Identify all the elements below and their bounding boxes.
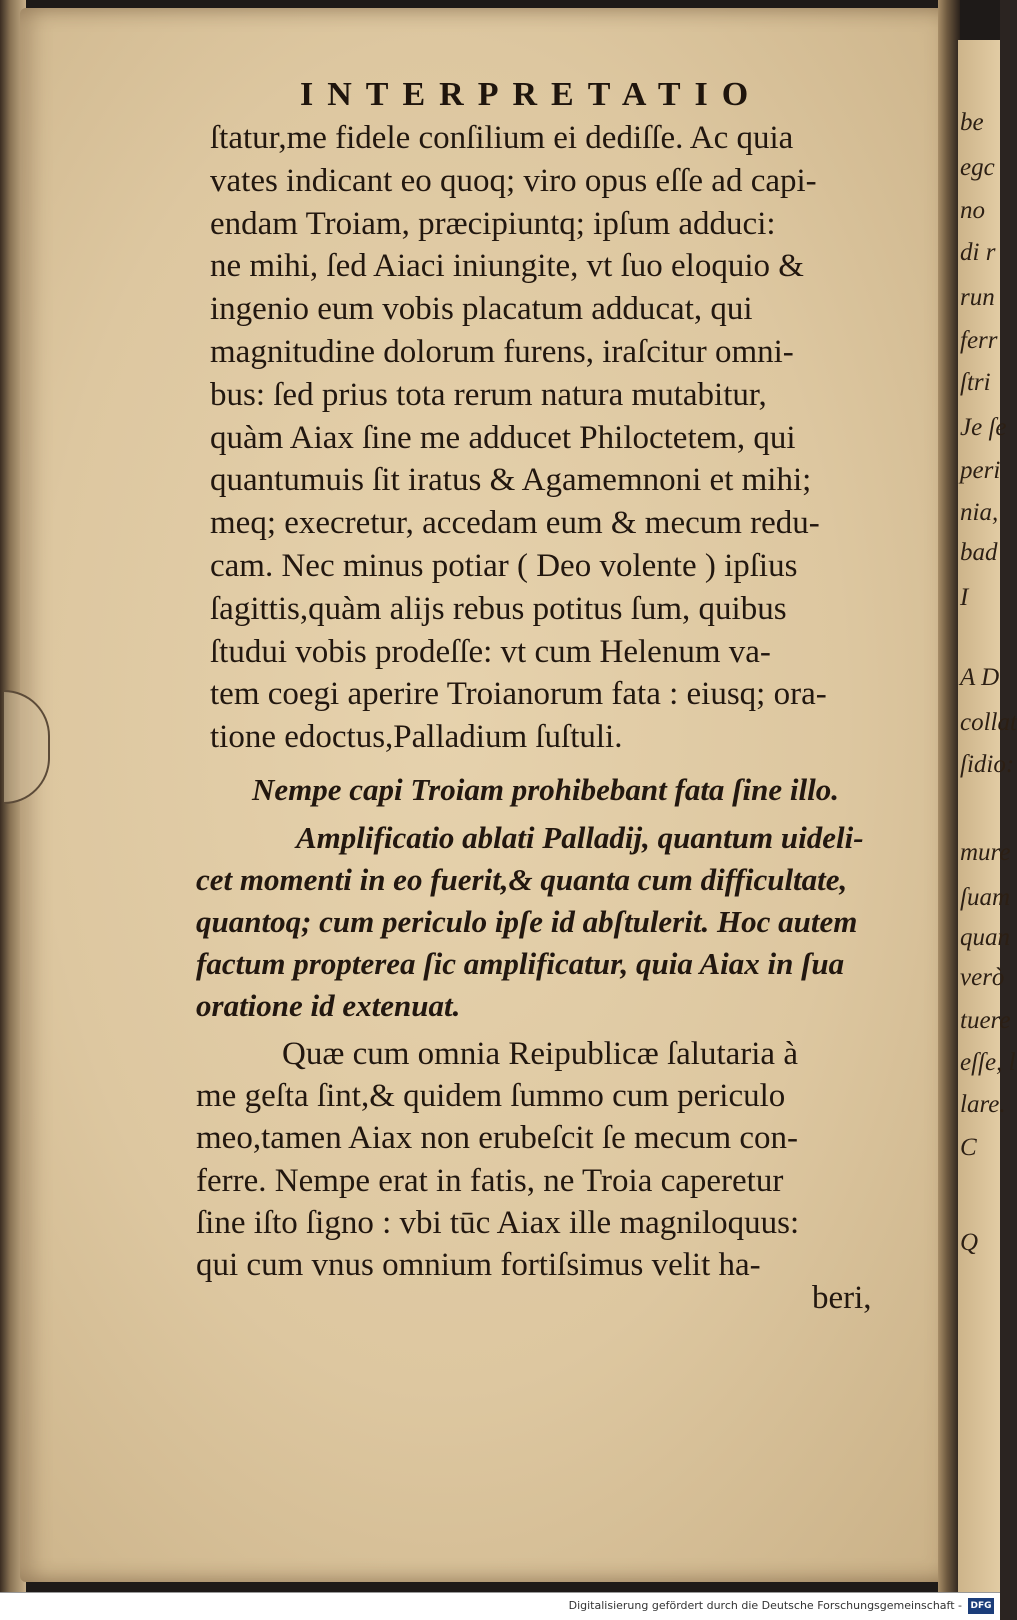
text-line: magnitudine dolorum furens, iraſcitur omni- <box>210 334 794 370</box>
facing-page-fragment: egc <box>960 154 995 181</box>
text-line: quantoq; cum periculo ipſe id abſtulerit. Hoc autem <box>196 904 858 939</box>
text-line: me geſta ſint,& quidem ſummo cum periculo <box>196 1078 786 1115</box>
facing-page-fragment: lare. <box>960 1091 1006 1118</box>
facing-page-fragment: I <box>960 584 969 611</box>
facing-page-fragment: nia, <box>960 499 999 526</box>
catchword: beri, <box>812 1280 872 1316</box>
dfg-logo: DFG <box>968 1598 994 1614</box>
page-gutter <box>938 0 960 1592</box>
text-line: meo,tamen Aiax non erubeſcit ſe mecum con- <box>196 1120 799 1157</box>
facing-page <box>958 40 1017 1592</box>
facing-page-fragment: C <box>960 1134 977 1161</box>
running-head: INTERPRETATIO <box>300 76 763 113</box>
facing-page-fragment: A D <box>960 664 1000 691</box>
text-line: quàm Aiax ſine me adducet Philoctetem, qui <box>210 419 796 456</box>
text-line: tem coegi aperire Troianorum fata : eiusq; ora- <box>210 676 827 713</box>
text-line: qui cum vnus omnium fortiſsimus velit ha- <box>196 1247 761 1283</box>
text-line: Quæ cum omnia Reipublicæ ſalutaria à <box>282 1036 798 1072</box>
text-line: ſtatur,me fidele conſilium ei dediſſe. Ac quia <box>210 120 794 156</box>
text-line: oratione id extenuat. <box>196 988 461 1023</box>
text-line: endam Troiam, præcipiuntq; ipſum adduci: <box>210 205 776 242</box>
text-line: Amplificatio ablati Palladij, quantum uideli- <box>296 820 864 855</box>
facing-page-fragment: bad <box>960 539 998 566</box>
text-line: ſine iſto ſigno : vbi tūc Aiax ille magniloquus: <box>196 1204 800 1241</box>
facing-page-fragment: di r <box>960 239 996 266</box>
facing-page-fragment: eſſe, l <box>960 1049 1016 1076</box>
text-line: cet momenti in eo fuerit,& quanta cum difficultate, <box>196 862 848 897</box>
text-line: ne mihi, ſed Aiaci iniungite, vt ſuo eloquio & <box>210 248 804 285</box>
facing-page-fragment: tuere <box>960 1007 1011 1034</box>
facing-page-fragment: ferr <box>960 327 998 354</box>
text-line: ſtudui vobis prodeſſe: vt cum Helenum va- <box>210 633 771 670</box>
facing-page-fragment: collat <box>960 709 1017 736</box>
facing-page-fragment: no <box>960 197 985 224</box>
footer-credit: Digitalisierung gefördert durch die Deutsche Forschungsgemeinschaft - <box>568 1599 962 1612</box>
footer-bar <box>0 1592 1000 1620</box>
verse-line: Nempe capi Troiam prohibebant fata ſine illo. <box>252 772 839 807</box>
facing-page-fragment: peri <box>960 457 1001 484</box>
facing-page-fragment: Q <box>960 1229 979 1256</box>
facing-page-fragment: quan <box>960 924 1010 951</box>
facing-page-fragment: be <box>960 109 984 136</box>
facing-page-fragment: verò <box>960 964 1005 991</box>
text-line: meq; execretur, accedam eum & mecum redu- <box>210 505 820 542</box>
text-line: ſagittis,quàm alijs rebus potitus ſum, quibus <box>210 590 787 627</box>
text-line: cam. Nec minus potiar ( Deo volente ) ipſius <box>210 548 798 584</box>
facing-page-fragment: mure <box>960 839 1011 866</box>
text-line: ferre. Nempe erat in fatis, ne Troia caperetur <box>196 1162 784 1199</box>
facing-page-fragment: ſtri <box>960 369 991 396</box>
text-line: tione edoctus,Palladium ſuſtuli. <box>210 719 623 756</box>
text-line: ingenio eum vobis placatum adducat, qui <box>210 291 753 328</box>
text-line: bus: ſed prius tota rerum natura mutabitur, <box>210 376 767 413</box>
text-line: vates indicant eo quoq; viro opus eſſe ad capi- <box>210 162 817 199</box>
facing-page-fragment: ſidio: <box>960 751 1015 778</box>
facing-page-fragment: run <box>960 284 995 311</box>
facing-page-fragment: Je ſe <box>960 414 1007 441</box>
text-line: quantumuis ſit iratus & Agamemnoni et mihi; <box>210 462 812 499</box>
text-line: factum propterea ſic amplificatur, quia Aiax in ſua <box>196 946 845 981</box>
facing-page-fragment: ſuam <box>960 884 1010 911</box>
